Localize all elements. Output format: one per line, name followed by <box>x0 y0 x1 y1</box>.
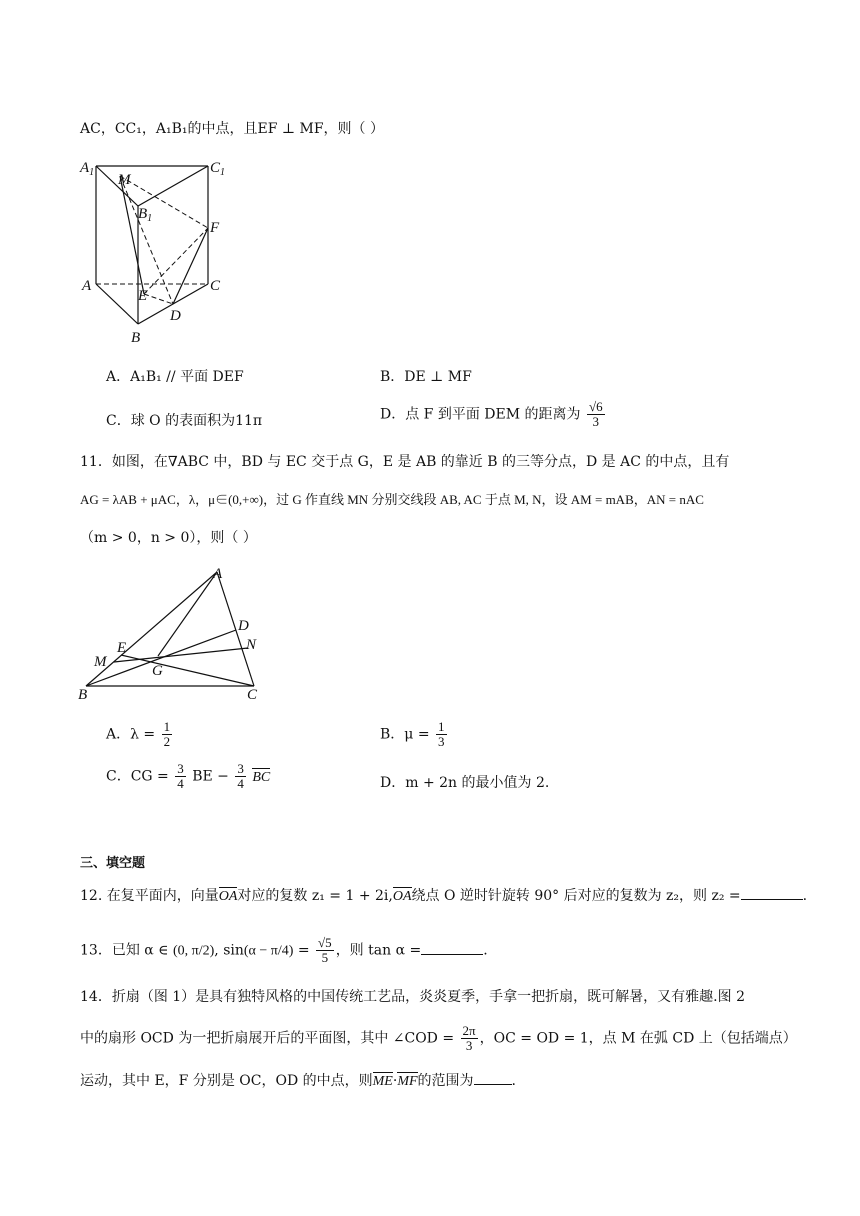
q14-line2: 中的扇形 OCD 为一把折扇展开后的平面图，其中 ∠COD = $\frac{2\pi}{3}$ ，OC = OD = 1，点 M 在弧 CD 上（包括端点） <box>80 1023 797 1053</box>
q11-line3: （m > 0，n > 0），则（ ） <box>80 530 257 546</box>
label-d: D <box>238 618 249 634</box>
label-c: C <box>247 687 258 703</box>
q10-option-c: C．球 O 的表面积为11π <box>106 413 263 429</box>
label-f: F <box>210 220 220 236</box>
q10-option-a: A．A₁B₁ // 平面 DEF <box>106 369 244 385</box>
q11-option-b: B．μ = $\frac{1}{3}$ <box>380 719 445 749</box>
prism-figure <box>76 150 246 350</box>
label-m: M <box>118 172 131 188</box>
label-b: B <box>78 687 88 703</box>
q10-option-b: B．DE ⊥ MF <box>380 369 472 385</box>
label-n: N <box>246 637 257 653</box>
label-b1: $B_1$ <box>138 206 153 224</box>
q11-option-a: A．λ = $\frac{1}{2}$ <box>106 719 171 749</box>
section-title: 三、填空题 <box>80 856 146 871</box>
label-b: B <box>131 330 141 346</box>
q10-stem-tail: AC，CC₁，A₁B₁的中点，且EF ⊥ MF，则（ ） <box>80 121 384 137</box>
label-a: A <box>82 278 92 294</box>
label-a: A <box>213 566 223 582</box>
triangle-figure <box>76 560 276 705</box>
q11-option-c: C．CG = $\frac{3}{4}$ BE − $\frac{3}{4}$ BC <box>106 761 271 791</box>
label-c: C <box>210 278 221 294</box>
label-e: E <box>138 288 148 304</box>
q11-option-d: D．m + 2n 的最小值为 2. <box>380 775 550 791</box>
label-m: M <box>94 654 107 670</box>
label-g: G <box>152 663 163 679</box>
label-d: D <box>170 308 181 324</box>
q11-line1: 11．如图，在∇ABC 中，BD 与 EC 交于点 G，E 是 AB 的靠近 B 的三等分点，D 是 AC 的中点，且有 <box>80 454 730 470</box>
q14-line1: 14．折扇（图 1）是具有独特风格的中国传统工艺品，炎炎夏季，手拿一把折扇，既可解暑，又有雅趣.图 2 <box>80 989 745 1005</box>
q11-line2: AG = λAB + μAC，λ，μ∈(0,+∞)，过 G 作直线 MN 分别交线段 AB, AC 于点 M, N，设 AM = mAB，AN = nAC <box>80 492 704 507</box>
q10-option-d: D．点 F 到平面 DEM 的距离为 $\frac{√6}{3}$ <box>380 399 603 429</box>
q12-line: 12. 在复平面内，向量OA对应的复数 z₁ = 1 + 2i,OA绕点 O 逆时针旋转 90° 后对应的复数为 z₂，则 z₂ = . <box>80 888 808 904</box>
q13-line: 13．已知 α ∈ (0, π/2), sin(α − π/4) = $\frac{√5}{5}$ ，则 tan α = . <box>80 935 488 965</box>
label-a1: $A_1$ <box>80 160 95 178</box>
label-e: E <box>117 640 127 656</box>
q14-line3: 运动，其中 E，F 分别是 OC，OD 的中点，则ME·MF的范围为 . <box>80 1073 516 1089</box>
label-c1: $C_1$ <box>210 160 226 178</box>
